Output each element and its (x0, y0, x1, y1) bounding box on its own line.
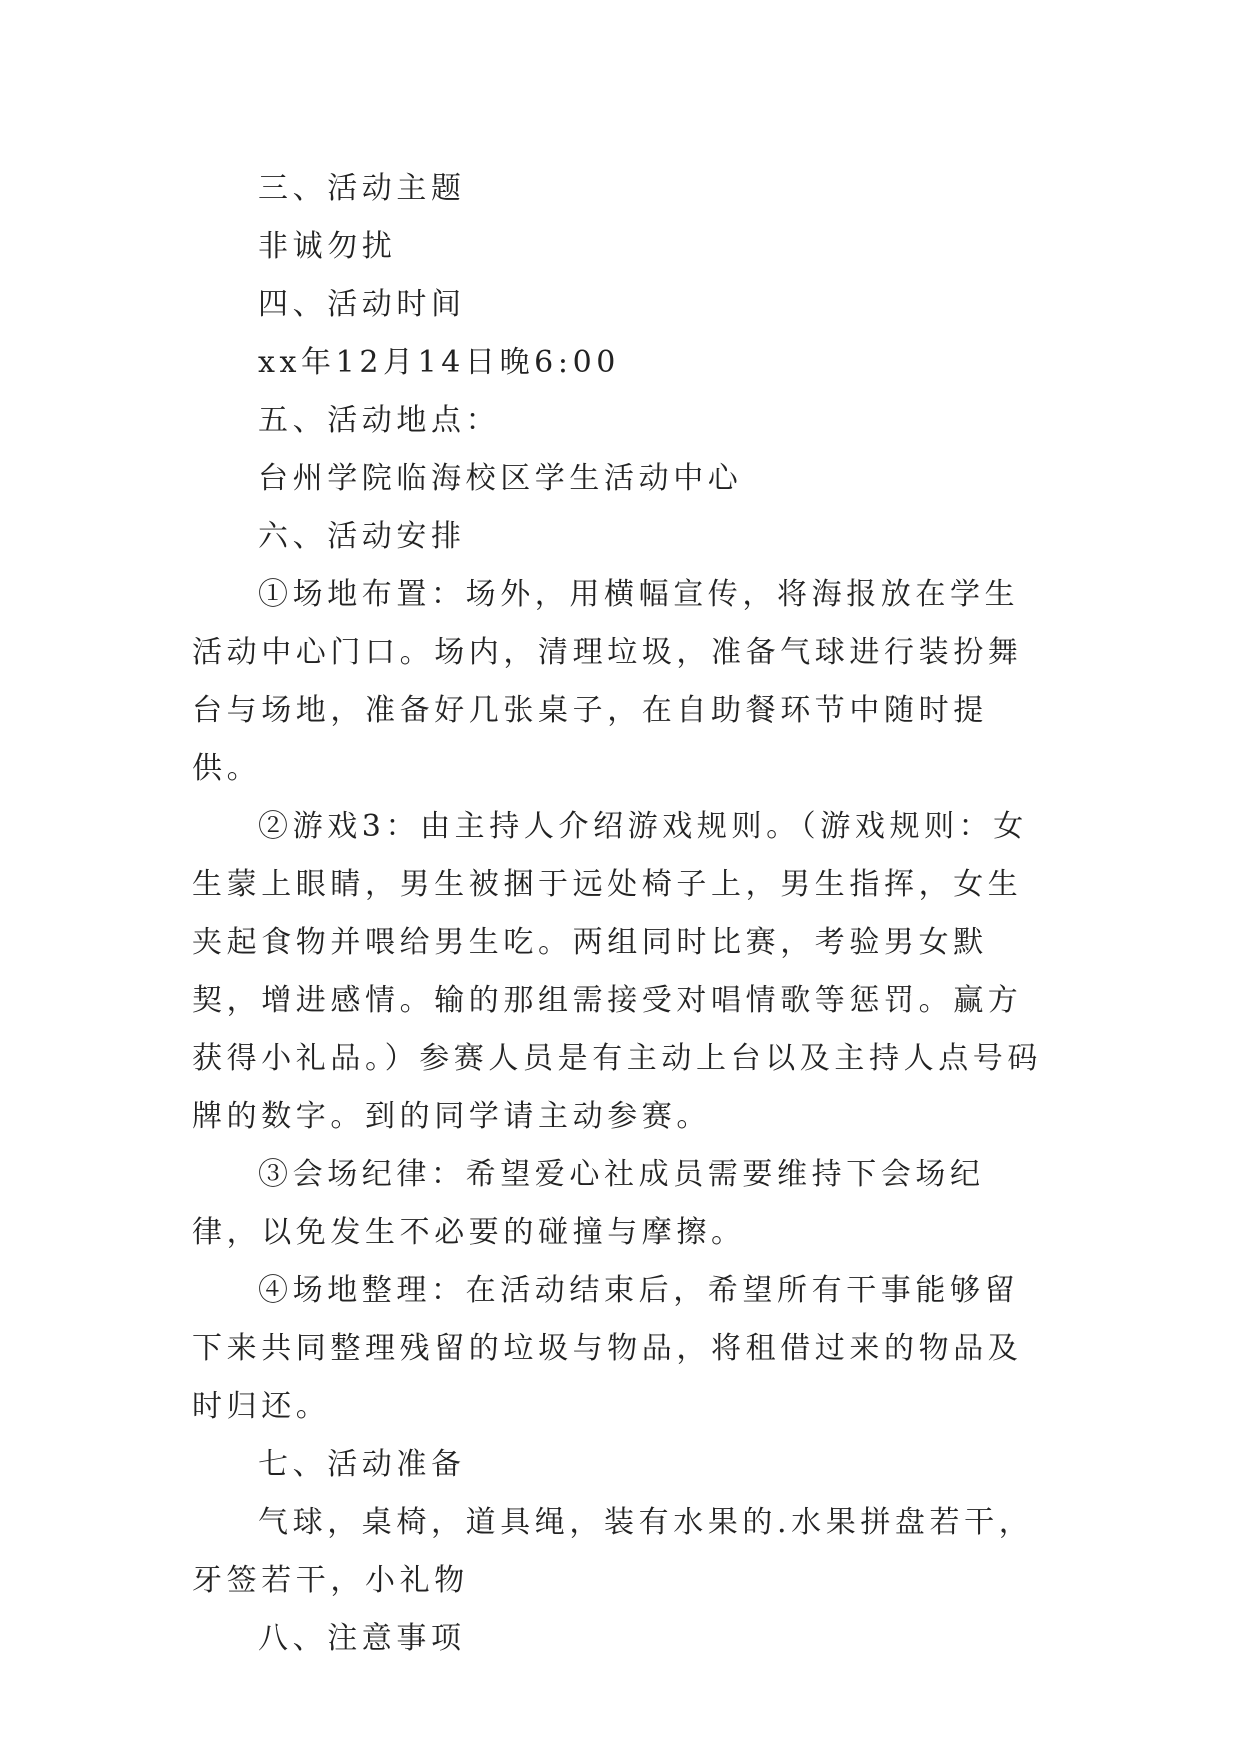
section-heading-theme: 三、活动主题 (258, 171, 466, 206)
arrangement-discipline: ③会场纪律：希望爱心社成员需要维持下会场纪律，以免发生不必要的碰撞与摩擦。 (192, 1157, 985, 1250)
section-heading-location: 五、活动地点： (258, 403, 501, 438)
section-heading-preparation: 七、活动准备 (258, 1447, 466, 1482)
arrangement-game: ②游戏3：由主持人介绍游戏规则。（游戏规则：女生蒙上眼睛，男生被捆于远处椅子上，男生指挥，女生夹起食物并喂给男生吃。两组同时比赛，考验男女默契，增进感情。输的那组需接受对唱情歌等惩罚。赢方获得小礼品。）参赛人员是有主动上台以及主持人点号码牌的数字。到的同学请主动参赛。 (192, 809, 1042, 1134)
section-heading-notes: 八、注意事项 (258, 1621, 466, 1656)
preparation-text: 气球，桌椅，道具绳，装有水果的.水果拼盘若干，牙签若干，小礼物 (192, 1505, 1034, 1598)
theme-text: 非诚勿扰 (258, 229, 397, 264)
document-body (192, 160, 1052, 1668)
section-heading-time: 四、活动时间 (258, 287, 466, 322)
section-heading-arrangement: 六、活动安排 (258, 519, 466, 554)
location-text: 台州学院临海校区学生活动中心 (258, 461, 743, 496)
arrangement-cleanup: ④场地整理：在活动结束后，希望所有干事能够留下来共同整理残留的垃圾与物品，将租借过来的物品及时归还。 (192, 1273, 1023, 1424)
arrangement-venue: ①场地布置：场外，用横幅宣传，将海报放在学生活动中心门口。场内，清理垃圾，准备气球进行装扮舞台与场地，准备好几张桌子，在自助餐环节中随时提供。 (192, 577, 1023, 786)
time-text: xx年12月14日晚6:00 (258, 345, 620, 380)
